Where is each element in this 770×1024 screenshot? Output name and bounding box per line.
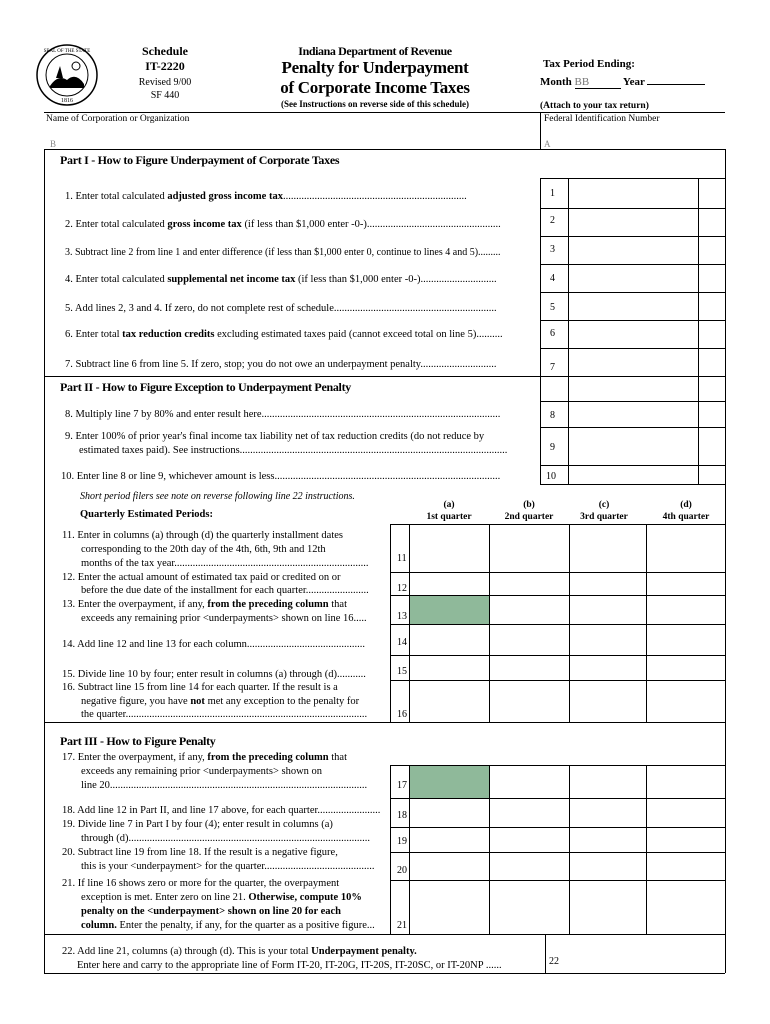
line-22-amount[interactable]: 22 <box>549 956 559 967</box>
schedule-label: Schedule <box>141 44 188 58</box>
col-b-header: (b) 2nd quarter <box>504 500 554 522</box>
line-17-label: 17 <box>397 780 407 791</box>
department-name: Indiana Department of Revenue <box>298 44 452 58</box>
line-11-label: 11 <box>397 553 407 564</box>
col-c-header: (c) 3rd quarter <box>580 500 628 522</box>
svg-text:1816: 1816 <box>61 98 73 104</box>
sf-number: SF 440 <box>150 90 180 101</box>
line-19-label: 19 <box>397 836 407 847</box>
year-label: Year <box>622 76 645 88</box>
line-6-amount[interactable]: 6 <box>550 328 555 339</box>
instructions-note: (See Instructions on reverse side of this schedule) <box>280 99 470 109</box>
line-12-label: 12 <box>397 583 407 594</box>
col-a-header: (a) 1st quarter <box>426 500 472 522</box>
line-9-amount[interactable]: 9 <box>550 442 555 453</box>
line-10-amount[interactable]: 10 <box>546 471 556 482</box>
revised-date: Revised 9/00 <box>138 77 192 88</box>
line-14-label: 14 <box>397 637 407 648</box>
svg-text:SEAL OF THE STATE: SEAL OF THE STATE <box>43 49 91 54</box>
year-field[interactable] <box>647 72 705 85</box>
line-13-col-a-shaded <box>410 596 489 624</box>
form-title-line2: of Corporate Income Taxes <box>280 78 470 97</box>
month-label: Month <box>540 76 572 88</box>
part1-title: Part I - How to Figure Underpayment of Corporate Taxes <box>60 153 340 167</box>
tax-period-label: Tax Period Ending: <box>543 58 635 70</box>
line-20-label: 20 <box>397 865 407 876</box>
line-13-label: 13 <box>397 611 407 622</box>
line-16-label: 16 <box>397 709 407 720</box>
fein-field[interactable]: A <box>544 139 551 149</box>
line-18-label: 18 <box>397 810 407 821</box>
line-5-amount[interactable]: 5 <box>550 302 555 313</box>
state-seal <box>36 44 98 106</box>
line-15-label: 15 <box>397 666 407 677</box>
corporation-name-label: Name of Corporation or Organization <box>46 114 190 124</box>
short-period-note: Short period filers see note on reverse following line 22 instructions. <box>80 491 355 502</box>
fein-label: Federal Identification Number <box>544 114 660 124</box>
line-7-amount[interactable]: 7 <box>550 362 555 373</box>
corporation-name-field[interactable]: B <box>50 139 57 149</box>
tax-period-row <box>540 72 705 89</box>
line-21-label: 21 <box>397 920 407 931</box>
form-number: IT-2220 <box>145 59 185 73</box>
line-1-amount[interactable]: 1 <box>550 188 555 199</box>
attach-note: (Attach to your tax return) <box>540 101 649 111</box>
quarterly-label: Quarterly Estimated Periods: <box>80 509 213 520</box>
line-8-amount[interactable]: 8 <box>550 410 555 421</box>
line-4-amount[interactable]: 4 <box>550 273 555 284</box>
month-field[interactable]: BB <box>575 76 621 89</box>
form-title-line1: Penalty for Underpayment <box>281 58 469 77</box>
line-3-amount[interactable]: 3 <box>550 244 555 255</box>
part3-title: Part III - How to Figure Penalty <box>60 734 216 748</box>
part2-title: Part II - How to Figure Exception to Underpayment Penalty <box>60 380 351 394</box>
line-17-col-a-shaded <box>410 766 489 798</box>
line-2-amount[interactable]: 2 <box>550 215 555 226</box>
col-d-header: (d) 4th quarter <box>662 500 710 522</box>
